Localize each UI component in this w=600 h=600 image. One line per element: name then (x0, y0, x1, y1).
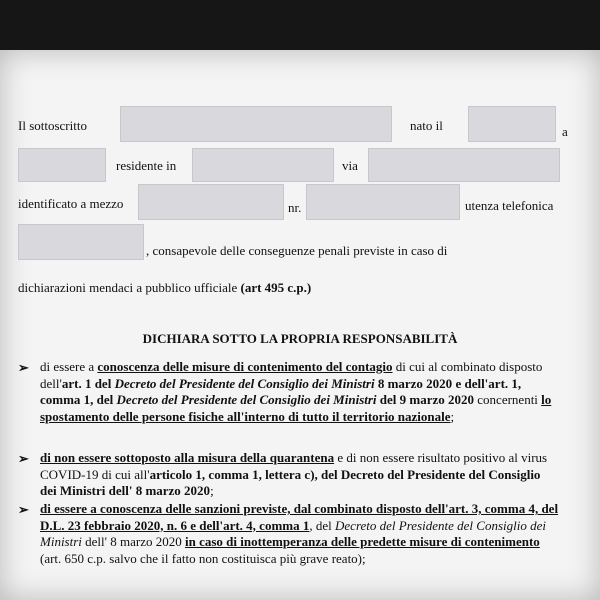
field-doc-number[interactable] (306, 184, 460, 220)
art495-ref: (art 495 c.p.) (240, 280, 312, 295)
dichiarazioni-text: dichiarazioni mendaci a pubblico ufficiale (18, 280, 241, 295)
field-document[interactable] (138, 184, 284, 220)
field-phone[interactable] (18, 224, 144, 260)
label-nr: nr. (288, 200, 302, 215)
field-street[interactable] (368, 148, 560, 182)
label-residente: residente in (116, 158, 177, 173)
label-via: via (342, 158, 358, 173)
label-identificato: identificato a mezzo (18, 196, 124, 211)
bullet-arrow-icon: ➢ (18, 451, 29, 466)
label-nato: nato il (410, 118, 443, 133)
label-dichiarazioni (18, 280, 311, 296)
label-utenza: utenza telefonica (465, 198, 554, 213)
field-residence[interactable] (192, 148, 334, 182)
bullet-2-text: di non essere sottoposto alla misura della quarantena e di non essere risultato positivo al virus COVID-19 di cui all'articolo 1, comma 1, lettera c), del Decreto del Presidente del Consiglio dei Ministri dell' 8 marzo 2020; (40, 450, 548, 498)
field-birthplace[interactable] (18, 148, 106, 182)
label-a: a (562, 124, 568, 139)
bullet-3-text: di essere a conoscenza delle sanzioni previste, dal combinato disposto dell'art. 3, comma 4, del D.L. 23 febbraio 2020, n. 6 e dell'art. 4, comma 1, del Decreto del Presidente del Consiglio dei Ministri dell' 8 marzo 2020 in caso di inottemperanza delle predette misure di contenimento (art. 650 c.p. salvo che il fatto non costituisca più grave reato); (40, 501, 559, 566)
field-name[interactable] (120, 106, 392, 142)
label-consapevole: , consapevole delle conseguenze penali previste in caso di (146, 243, 448, 258)
top-bar (0, 0, 600, 50)
declaration-heading: DICHIARA SOTTO LA PROPRIA RESPONSABILITÀ (142, 331, 458, 346)
label-sottoscritto: Il sottoscritto (18, 118, 87, 133)
bullet-1-text: di essere a conoscenza delle misure di contenimento del contagio di cui al combinato disposto dell'art. 1 del Decreto del Presidente del Consiglio dei Ministri 8 marzo 2020 e dell'art. 1, comma 1, del Decreto del Presidente del Consiglio dei Ministri del 9 marzo 2020 concernenti lo spostamento delle persone fisiche all'interno di tutto il territorio nazionale; (40, 359, 552, 424)
field-birthdate[interactable] (468, 106, 556, 142)
bullet-arrow-icon: ➢ (18, 360, 29, 375)
bullet-arrow-icon: ➢ (18, 502, 29, 517)
